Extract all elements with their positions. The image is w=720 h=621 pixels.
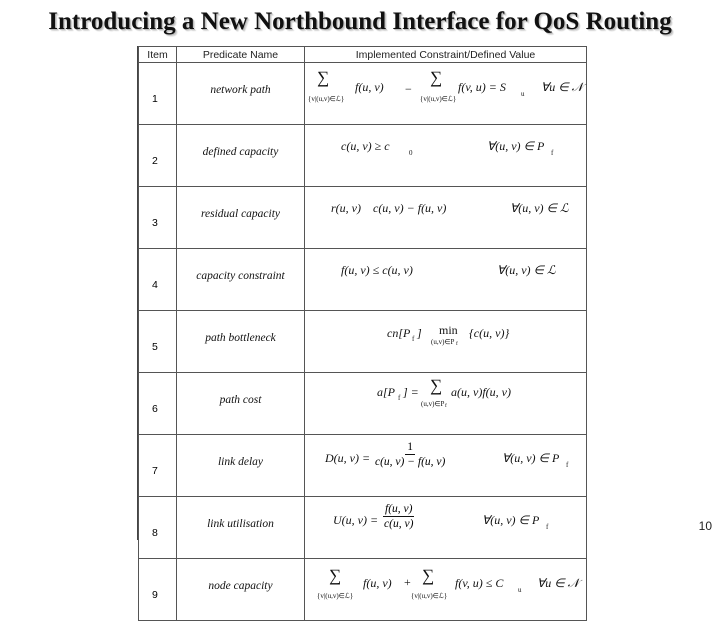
- header-constraint: Implemented Constraint/Defined Value: [305, 47, 587, 63]
- fraction: [383, 502, 414, 531]
- predicate-name: capacity constraint: [177, 249, 305, 311]
- sum-subscript: {v|(u,v)∈ℒ}: [420, 95, 457, 103]
- constraint-cell: [305, 249, 587, 311]
- formula-rhs: {c(u, v)}: [469, 326, 510, 340]
- sum-symbol: ∑: [317, 68, 330, 87]
- forall-clause: ∀(u, v) ∈ ℒ: [497, 263, 556, 277]
- item-number: 5: [139, 311, 177, 373]
- constraint-cell: [305, 559, 587, 621]
- forall-subscript: f: [566, 461, 569, 469]
- formula-term: f(u, v): [363, 576, 392, 590]
- predicate-name: link delay: [177, 435, 305, 497]
- formula-lhs: a[P: [377, 385, 395, 399]
- formula-subscript: u: [521, 90, 525, 98]
- formula-lhs-end: ] =: [403, 385, 419, 399]
- item-number: 7: [139, 435, 177, 497]
- formula-operator: +: [404, 575, 411, 589]
- predicate-name: path cost: [177, 373, 305, 435]
- formula-subscript: f: [412, 335, 415, 343]
- fraction-numerator: f(u, v): [385, 503, 413, 515]
- table-row: [139, 311, 587, 373]
- sum-subscript: {v|(u,v)∈ℒ}: [308, 95, 345, 103]
- item-number: 6: [139, 373, 177, 435]
- sum-symbol: ∑: [430, 68, 443, 87]
- formula-operator: −: [405, 82, 412, 96]
- sum-subscript-f: f: [445, 403, 447, 409]
- table-row: [139, 435, 587, 497]
- item-number: 3: [139, 187, 177, 249]
- predicate-name: link utilisation: [177, 497, 305, 559]
- formula-term: f(u, v): [355, 80, 384, 94]
- item-number: 1: [139, 63, 177, 125]
- header-predicate-name: Predicate Name: [177, 47, 305, 63]
- predicate-name: defined capacity: [177, 125, 305, 187]
- predicate-name: residual capacity: [177, 187, 305, 249]
- sum-subscript: (u,v)∈P: [421, 400, 445, 408]
- forall-clause: ∀(u, v) ∈ P: [502, 451, 560, 465]
- table-row: [139, 559, 587, 621]
- page-number: 10: [698, 519, 712, 533]
- constraint-cell: [305, 497, 587, 559]
- forall-subscript: f: [551, 149, 554, 157]
- constraint-cell: [305, 435, 587, 497]
- item-number: 2: [139, 125, 177, 187]
- predicate-table: [137, 46, 587, 601]
- item-number: 9: [139, 559, 177, 621]
- table-row: [139, 497, 587, 559]
- forall-subscript: f: [546, 523, 549, 531]
- formula-lhs: cn[P: [387, 326, 411, 340]
- header-item: Item: [139, 47, 177, 63]
- item-number: 4: [139, 249, 177, 311]
- formula-subscript: 0: [409, 149, 413, 157]
- min-operator: min: [439, 323, 458, 337]
- table-header-row: [139, 47, 587, 63]
- constraint-cell: [305, 187, 587, 249]
- sum-symbol: ∑: [422, 566, 435, 585]
- sum-subscript: {v|(u,v)∈ℒ}: [411, 592, 448, 600]
- forall-clause: ∀(u, v) ∈ P: [487, 139, 545, 153]
- formula-term: f(v, u) ≤ C: [455, 576, 504, 590]
- constraint-cell: [305, 63, 587, 125]
- sum-symbol: ∑: [329, 566, 342, 585]
- forall-clause: ∀(u, v) ∈ ℒ: [510, 201, 569, 215]
- predicate-name: network path: [177, 63, 305, 125]
- constraint-cell: [305, 311, 587, 373]
- formula-expression: r(u, v) c(u, v) − f(u, v): [331, 201, 447, 215]
- table-row: [139, 373, 587, 435]
- fraction-denominator: c(u, v) − f(u, v): [375, 456, 446, 468]
- formula-subscript: f: [398, 394, 401, 402]
- predicate-name: node capacity: [177, 559, 305, 621]
- fraction-numerator: 1: [407, 441, 414, 453]
- fraction-denominator: c(u, v): [384, 518, 414, 530]
- sum-symbol: ∑: [430, 376, 443, 395]
- predicate-name: path bottleneck: [177, 311, 305, 373]
- formula-expression: c(u, v) ≥ c: [341, 139, 390, 153]
- table-row: [139, 249, 587, 311]
- item-number: 8: [139, 497, 177, 559]
- formula-subscript: u: [518, 586, 522, 594]
- formula-expression: f(u, v) ≤ c(u, v): [341, 263, 413, 277]
- table-row: [139, 125, 587, 187]
- table-row: [139, 63, 587, 125]
- formula-lhs: U(u, v) =: [333, 513, 379, 527]
- forall-clause: ∀u ∈ 𝒩: [541, 80, 584, 94]
- formula-lhs-end: ]: [417, 326, 422, 340]
- min-subscript-f: f: [456, 341, 458, 347]
- constraint-cell: [305, 373, 587, 435]
- constraint-cell: [305, 125, 587, 187]
- formula-term: f(v, u) = S: [458, 80, 506, 94]
- fraction: [375, 440, 445, 469]
- sum-subscript: {v|(u,v)∈ℒ}: [317, 592, 354, 600]
- slide-title: Introducing a New Northbound Interface for QoS Routing: [48, 8, 672, 35]
- formula-rhs: a(u, v)f(u, v): [451, 385, 511, 399]
- formula-lhs: D(u, v) =: [325, 451, 371, 465]
- forall-clause: ∀(u, v) ∈ P: [482, 513, 540, 527]
- table-row: [139, 187, 587, 249]
- forall-clause: ∀u ∈ 𝒩: [537, 576, 580, 590]
- min-subscript: (u,v)∈P: [431, 338, 455, 346]
